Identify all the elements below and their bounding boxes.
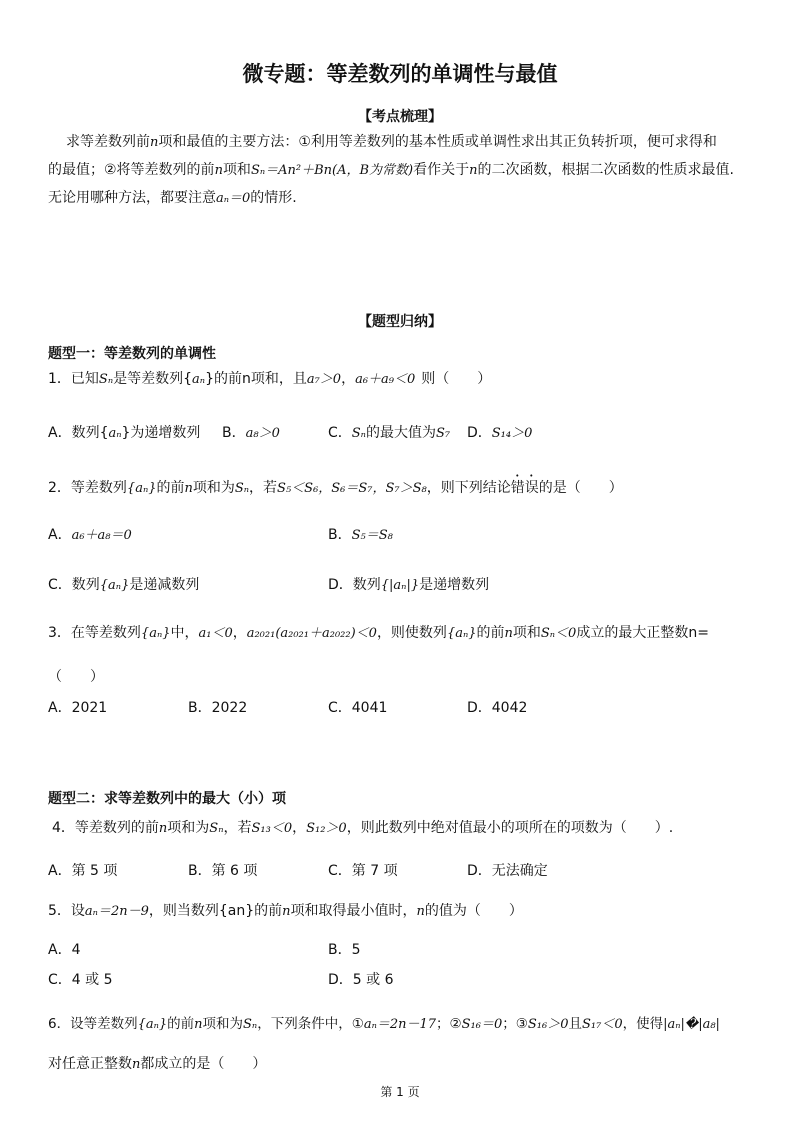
question-3: 3．在等差数列{aₙ}中，a₁＜0，a₂₀₂₁(a₂₀₂₁＋a₂₀₂₂)＜0，则使数列{aₙ}的前n项和Sₙ＜0成立的最大正整数n= [48,625,709,641]
section-heading-summary: 【考点梳理】 [358,109,442,125]
section-heading-types: 【题型归纳】 [358,314,442,330]
question-6: 6．设等差数列{aₙ}的前n项和为Sₙ，下列条件中，①aₙ＝2n－17；②S₁₆＝0；③S₁₆＞0且S₁₇＜0，使得|aₙ|�|a₈| [48,1016,720,1032]
q4-option-c: C．第 7 项 [328,863,398,879]
summary-line-1: 求等差数列前n项和最值的主要方法：①利用等差数列的基本性质或单调性求出其正负转折项，便可求得和 [66,134,717,150]
q3-option-d: D．4042 [467,700,528,716]
q1-option-c: C．Sₙ的最大值为S₇ [328,425,451,441]
q3-option-c: C．4041 [328,700,388,716]
q1-option-a: A．数列{aₙ}为递增数列 [48,425,201,441]
summary-line-2: 的最值；②将等差数列的前n项和Sₙ＝An²＋Bn(A，B为常数)看作关于n的二次函数，根据二次函数的性质求最值. [48,162,734,178]
q2-option-c: C．数列{aₙ}是递减数列 [48,577,200,593]
summary-line-3: 无论用哪种方法，都要注意aₙ＝0的情形. [48,190,297,206]
page-title: 微专题：等差数列的单调性与最值 [242,62,558,86]
q4-option-b: B．第 6 项 [188,863,258,879]
q4-option-d: D．无法确定 [467,863,548,879]
q5-option-a: A．4 [48,942,81,958]
question-4: 4．等差数列的前n项和为Sₙ，若S₁₃＜0，S₁₂＞0，则此数列中绝对值最小的项所在的项数为（ ）. [52,820,674,836]
q2-option-d: D．数列{|aₙ|}是递增数列 [328,577,490,593]
q1-option-b: B．a₈＞0 [222,425,280,441]
question-6-line-2: 对任意正整数n都成立的是（ ） [48,1056,267,1072]
q4-option-a: A．第 5 项 [48,863,118,879]
page-number: 第 1 页 [380,1085,420,1099]
question-1: 1．已知Sₙ是等差数列{aₙ}的前n项和，且a₇＞0，a₆＋a₉＜0 则（ ） [48,371,492,387]
q3-option-a: A．2021 [48,700,108,716]
q5-option-c: C．4 或 5 [48,972,113,988]
q2-option-a: A．a₆＋a₈＝0 [48,527,132,543]
q5-option-b: B．5 [328,942,361,958]
question-5: 5．设aₙ＝2n－9，则当数列{an}的前n项和取得最小值时，n的值为（ ） [48,903,523,919]
type-one-heading: 题型一：等差数列的单调性 [48,346,216,362]
q1-option-d: D．S₁₄＞0 [467,425,533,441]
question-2: 2．等差数列{aₙ}的前n项和为Sₙ，若S₅＜S₆，S₆＝S₇，S₇＞S₈，则下列结论错误的是（ ） [48,480,623,496]
q2-option-b: B．S₅＝S₈ [328,527,393,543]
q3-answer-paren: （ ） [48,669,104,685]
q3-option-b: B．2022 [188,700,248,716]
type-two-heading: 题型二：求等差数列中的最大（小）项 [48,791,286,807]
q5-option-d: D．5 或 6 [328,972,394,988]
